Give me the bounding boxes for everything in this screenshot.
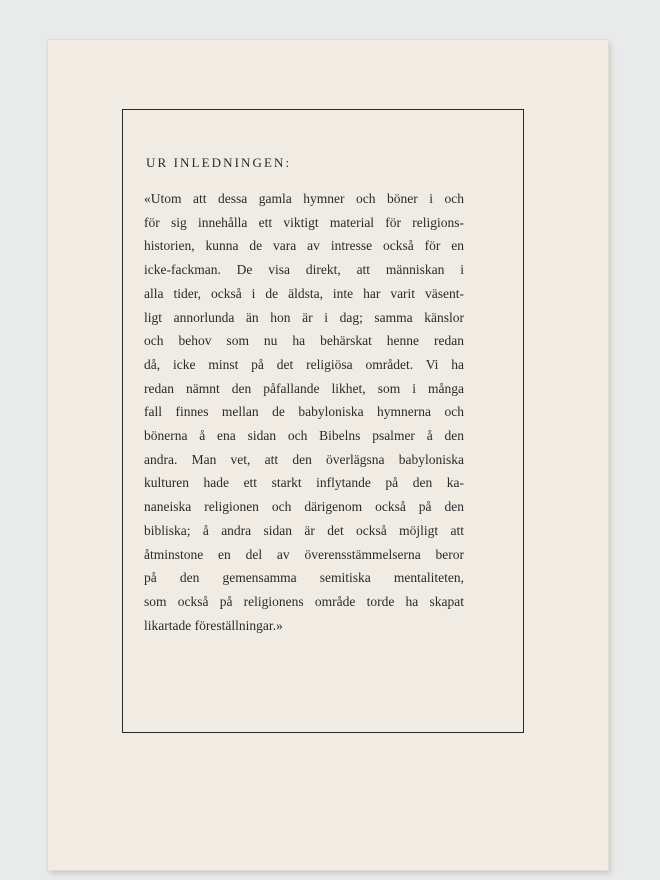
text-line: kulturen hade ett starkt inflytande på den ka- [144,475,464,491]
text-line: icke-fackman. De visa direkt, att människan i [144,262,464,278]
excerpt-text [144,187,464,637]
text-line: åtminstone en del av överensstämmelserna beror [144,546,464,562]
text-line: «Utom att dessa gamla hymner och böner i och [144,191,464,206]
text-line: bönerna å ena sidan och Bibelns psalmer å den [144,428,464,444]
text-line: bibliska; å andra sidan är det också möjligt att [144,522,464,538]
text-line: likartade föreställningar.» [144,617,283,633]
text-line: på den gemensamma semitiska mentaliteten, [144,570,464,586]
text-line: som också på religionens område torde ha skapat [144,593,464,609]
text-line: alla tider, också i de äldsta, inte har varit väsent- [144,285,464,301]
section-heading: UR INLEDNINGEN: [146,155,292,170]
text-line: ligt annorlunda än hon är i dag; samma känslor [144,309,464,325]
text-line: då, icke minst på det religiösa området. Vi ha [144,356,464,372]
text-line: fall finnes mellan de babyloniska hymnerna och [144,404,464,420]
text-line: redan nämnt den påfallande likhet, som i många [144,380,464,396]
text-line: för sig innehålla ett viktigt material för religions- [144,214,464,230]
text-line: andra. Man vet, att den överlägsna babyloniska [144,451,464,467]
text-line: och behov som nu ha behärskat henne redan [144,333,464,349]
text-line: naneiska religionen och därigenom också på den [144,499,464,515]
text-line: historien, kunna de vara av intresse också för en [144,238,464,254]
